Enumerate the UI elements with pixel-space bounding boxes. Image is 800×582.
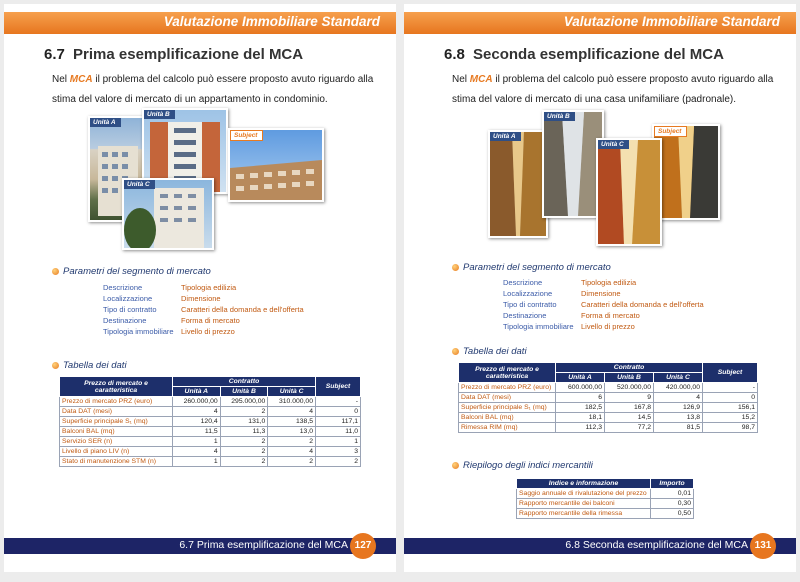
cell-unit-c: 138,5 (268, 417, 316, 427)
cell-subject: 2 (316, 457, 361, 467)
param-item: Tipologia immobiliare (503, 322, 574, 331)
bullet-icon (452, 462, 459, 469)
section-title-text: Seconda esemplificazione del MCA (473, 46, 724, 63)
header-bar (404, 12, 796, 34)
table-row (459, 423, 758, 433)
cell-unit-c: 4 (268, 407, 316, 417)
param-item: Descrizione (503, 278, 543, 287)
table-row (60, 437, 361, 447)
header-unit-c: Unità C (268, 387, 316, 397)
row-label: Stato di manutenzione STM (n) (60, 457, 173, 467)
photo-label: Unità B (144, 110, 175, 119)
row-label: Superficie principale S₁ (mq) (60, 417, 173, 427)
params-heading-text: Parametri del segmento di mercato (463, 262, 611, 273)
cell-unit-c: 126,9 (654, 403, 703, 413)
left-page (4, 4, 396, 572)
table-heading (452, 346, 527, 357)
params-heading (452, 262, 611, 273)
table-heading-text: Tabella dei dati (463, 346, 527, 357)
section-title (444, 46, 724, 63)
cell-unit-a: 600.000,00 (556, 383, 605, 393)
summary-label: Rapporto mercantile dei balconi (517, 499, 651, 509)
cell-subject: 1 (316, 437, 361, 447)
params-heading (52, 266, 211, 277)
table-row (60, 447, 361, 457)
cell-unit-a: 112,3 (556, 423, 605, 433)
row-label: Prezzo di mercato PRZ (euro) (459, 383, 556, 393)
table-row (60, 427, 361, 437)
cell-unit-b: 2 (220, 407, 268, 417)
cell-unit-c: 13,8 (654, 413, 703, 423)
cell-unit-b: 295.000,00 (220, 397, 268, 407)
summary-row (517, 489, 694, 499)
cell-subject: 0 (703, 393, 758, 403)
param-item: Caratteri della domanda e dell'offerta (181, 305, 304, 314)
street-image (598, 140, 660, 244)
params-right-column (581, 277, 704, 332)
summary-header-row (517, 479, 694, 489)
row-label: Balconi BAL (mq) (459, 413, 556, 423)
cell-subject: 0 (316, 407, 361, 417)
summary-label: Rapporto mercantile della rimessa (517, 509, 651, 519)
cell-subject: - (316, 397, 361, 407)
cell-subject: 15,2 (703, 413, 758, 423)
table-row (60, 417, 361, 427)
cell-unit-c: 2 (268, 437, 316, 447)
cell-unit-b: 2 (220, 457, 268, 467)
cell-unit-b: 131,0 (220, 417, 268, 427)
street-image (490, 132, 546, 236)
data-table (59, 376, 361, 467)
cell-unit-c: 81,5 (654, 423, 703, 433)
params-right-column (181, 282, 304, 337)
page-number: 131 (750, 533, 776, 559)
param-item: Dimensione (581, 289, 621, 298)
cell-subject: 3 (316, 447, 361, 457)
param-item: Tipologia edilizia (581, 278, 637, 287)
row-label: Balconi BAL (mq) (60, 427, 173, 437)
cell-unit-c: 4 (268, 447, 316, 457)
photo-label: Unità C (598, 140, 629, 149)
cell-unit-a: 6 (556, 393, 605, 403)
cell-unit-a: 182,5 (556, 403, 605, 413)
header-price: Prezzo di mercato e caratteristica (459, 363, 556, 383)
param-item: Caratteri della domanda e dell'offerta (581, 300, 704, 309)
param-item: Destinazione (103, 316, 147, 325)
cell-unit-a: 4 (173, 447, 221, 457)
cell-unit-c: 420.000,00 (654, 383, 703, 393)
param-item: Tipo di contratto (103, 305, 157, 314)
header-subject: Subject (316, 377, 361, 397)
photo-label: Subject (230, 130, 263, 141)
param-item: Localizzazione (103, 294, 153, 303)
table-row (459, 383, 758, 393)
summary-row (517, 499, 694, 509)
bullet-icon (452, 264, 459, 271)
table-row (60, 457, 361, 467)
cell-unit-b: 14,5 (605, 413, 654, 423)
header-contract: Contratto (556, 363, 703, 373)
cell-unit-c: 13,0 (268, 427, 316, 437)
bullet-icon (452, 348, 459, 355)
intro-post: il problema del calcolo può essere proposto avuto riguardo alla stima del valore di mercato di un appartamento in condominio. (52, 74, 374, 105)
intro-mca: MCA (469, 74, 493, 85)
cell-unit-b: 11,3 (220, 427, 268, 437)
param-item: Forma di mercato (581, 311, 640, 320)
summary-value: 0,50 (651, 509, 694, 519)
row-label: Data DAT (mesi) (459, 393, 556, 403)
intro-post: il problema del calcolo può essere proposto avuto riguardo alla stima del valore di mercato di una casa unifamiliare (padronale). (452, 74, 774, 105)
photo-unit-a (488, 130, 548, 238)
table-row (60, 397, 361, 407)
table-heading (52, 360, 127, 371)
header-bar (4, 12, 396, 34)
params-left-column (503, 277, 574, 332)
table-row (459, 393, 758, 403)
photo-subject (228, 128, 324, 202)
header-title: Valutazione Immobiliare Standard (563, 14, 780, 29)
street-image (544, 112, 602, 216)
cell-unit-c: 310.000,00 (268, 397, 316, 407)
page-number: 127 (350, 533, 376, 559)
cell-subject: 98,7 (703, 423, 758, 433)
row-label: Livello di piano LIV (n) (60, 447, 173, 457)
header-title: Valutazione Immobiliare Standard (163, 14, 380, 29)
summary-value: 0,30 (651, 499, 694, 509)
table-heading-text: Tabella dei dati (63, 360, 127, 371)
building-image (124, 180, 212, 248)
header-unit-c: Unità C (654, 373, 703, 383)
header-amount: Importo (651, 479, 694, 489)
param-item: Destinazione (503, 311, 547, 320)
cell-unit-a: 120,4 (173, 417, 221, 427)
row-label: Servizio SER (n) (60, 437, 173, 447)
summary-table (516, 478, 694, 519)
table-row (459, 413, 758, 423)
cell-unit-c: 4 (654, 393, 703, 403)
table-row (459, 403, 758, 413)
param-item: Tipologia edilizia (181, 283, 237, 292)
params-heading-text: Parametri del segmento di mercato (63, 266, 211, 277)
summary-heading-text: Riepilogo degli indici mercantili (463, 460, 593, 471)
table-row (60, 407, 361, 417)
header-unit-b: Unità B (605, 373, 654, 383)
param-item: Localizzazione (503, 289, 553, 298)
param-item: Dimensione (181, 294, 221, 303)
summary-value: 0,01 (651, 489, 694, 499)
footer-bar (404, 538, 796, 554)
cell-unit-b: 2 (220, 437, 268, 447)
footer-text: 6.8 Seconda esemplificazione del MCA (565, 539, 748, 551)
footer-bar (4, 538, 396, 554)
bullet-icon (52, 362, 59, 369)
header-unit-b: Unità B (220, 387, 268, 397)
header-index: Indice e informazione (517, 479, 651, 489)
header-unit-a: Unità A (173, 387, 221, 397)
data-table (458, 362, 758, 433)
intro-paragraph (452, 70, 782, 110)
footer-text: 6.7 Prima esemplificazione del MCA (179, 539, 348, 551)
cell-subject: - (703, 383, 758, 393)
section-title (44, 46, 303, 63)
section-number: 6.8 (444, 46, 465, 63)
table-header-row (60, 377, 361, 387)
params-list (103, 282, 383, 338)
photo-label: Unità C (124, 180, 155, 189)
cell-subject: 156,1 (703, 403, 758, 413)
section-title-text: Prima esemplificazione del MCA (73, 46, 304, 63)
street-image (654, 126, 718, 218)
intro-paragraph (52, 70, 382, 110)
intro-pre: Nel (52, 74, 70, 85)
params-left-column (103, 282, 174, 337)
photo-label: Unità A (90, 118, 121, 127)
summary-row (517, 509, 694, 519)
photo-label: Unità B (544, 112, 575, 121)
header-contract: Contratto (173, 377, 316, 387)
photo-label: Subject (654, 126, 687, 137)
cell-unit-b: 77,2 (605, 423, 654, 433)
cell-unit-b: 167,8 (605, 403, 654, 413)
row-label: Data DAT (mesi) (60, 407, 173, 417)
cell-unit-a: 11,5 (173, 427, 221, 437)
table-header-row (459, 363, 758, 373)
intro-pre: Nel (452, 74, 470, 85)
header-unit-a: Unità A (556, 373, 605, 383)
cell-subject: 117,1 (316, 417, 361, 427)
param-item: Livello di prezzo (181, 327, 235, 336)
summary-label: Saggio annuale di rivalutazione del prezzo (517, 489, 651, 499)
param-item: Livello di prezzo (581, 322, 635, 331)
cell-subject: 11,0 (316, 427, 361, 437)
right-page (404, 4, 796, 572)
row-label: Superficie principale S₁ (mq) (459, 403, 556, 413)
photo-label: Unità A (490, 132, 521, 141)
cell-unit-a: 1 (173, 437, 221, 447)
photo-unit-c (596, 138, 662, 246)
cell-unit-b: 2 (220, 447, 268, 457)
cell-unit-a: 18,1 (556, 413, 605, 423)
summary-heading (452, 460, 593, 471)
header-price: Prezzo di mercato e caratteristica (60, 377, 173, 397)
header-subject: Subject (703, 363, 758, 383)
bullet-icon (52, 268, 59, 275)
cell-unit-b: 9 (605, 393, 654, 403)
cell-unit-c: 2 (268, 457, 316, 467)
intro-mca: MCA (69, 74, 93, 85)
cell-unit-a: 260.000,00 (173, 397, 221, 407)
cell-unit-b: 520.000,00 (605, 383, 654, 393)
param-item: Descrizione (103, 283, 143, 292)
cell-unit-a: 4 (173, 407, 221, 417)
photo-subject (652, 124, 720, 220)
row-label: Rimessa RIM (mq) (459, 423, 556, 433)
row-label: Prezzo di mercato PRZ (euro) (60, 397, 173, 407)
section-number: 6.7 (44, 46, 65, 63)
photo-unit-b (542, 110, 604, 218)
param-item: Tipologia immobiliare (103, 327, 174, 336)
cell-unit-a: 1 (173, 457, 221, 467)
param-item: Tipo di contratto (503, 300, 557, 309)
param-item: Forma di mercato (181, 316, 240, 325)
params-list (503, 277, 783, 333)
photo-unit-c (122, 178, 214, 250)
